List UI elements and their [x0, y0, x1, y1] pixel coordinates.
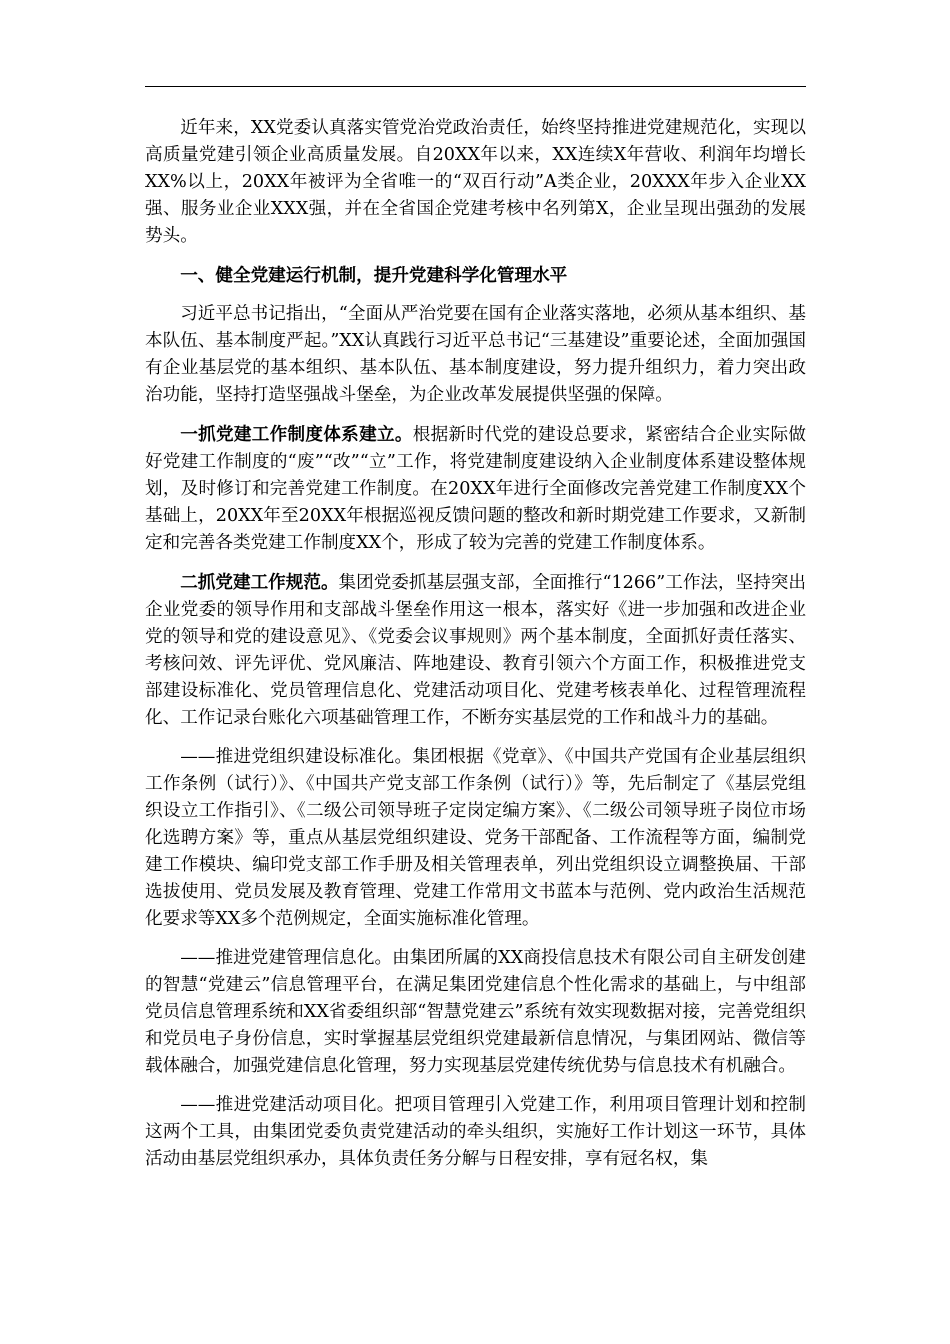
section-paragraph: 习近平总书记指出，“全面从严治党要在国有企业落实落地，必须从基本组织、基本队伍、基本制度严起。”XX认真践行习近平总书记“三基建设”重要论述，全面加强国有企业基层党的基本组织、基本队伍、基本制度建设，努力提升组织力，着力突出政治功能，坚持打造坚强战斗堡垒，为企业改革发展提供坚强的保障。	[145, 304, 806, 405]
intro-paragraph: 近年来，XX党委认真落实管党治党政治责任，始终坚持推进党建规范化，实现以高质量党建引领企业高质量发展。自20XX年以来，XX连续X年营收、利润年均增长XX%以上，20XX年被评为全省唯一的“双百行动”A类企业，20XXX年步入企业XX强、服务业企业XXX强，并在全省国企党建考核中名列第X，企业呈现出强劲的发展势头。	[145, 118, 806, 246]
list-item: ——推进党建活动项目化。把项目管理引入党建工作，利用项目管理计划和控制这两个工具，由集团党委负责党建活动的牵头组织，实施好工作计划这一环节，具体活动由基层党组织承办，具体负责任务分解与日程安排，享有冠名权，集	[145, 1095, 806, 1169]
point-text: 根据新时代党的建设总要求，紧密结合企业实际做好党建工作制度的“废”“改”“立”工作，将党建制度建设纳入企业制度体系建设整体规划，及时修订和完善党建工作制度。在20XX年进行全面修改完善党建工作制度XX个基础上，20XX年至20XX年根据巡视反馈问题的整改和新时期党建工作要求，又新制定和完善各类党建工作制度XX个，形成了较为完善的党建工作制度体系。	[145, 425, 806, 553]
list-item: ——推进党组织建设标准化。集团根据《党章》、《中国共产党国有企业基层组织工作条例（试行）》、《中国共产党支部工作条例（试行）》等，先后制定了《基层党组织设立工作指引》、《二级公司领导班子定岗定编方案》、《二级公司领导班子岗位市场化选聘方案》等，重点从基层党组织建设、党务干部配备、工作流程等方面，编制党建工作模块、编印党支部工作手册及相关管理表单，列出党组织设立调整换届、干部选拔使用、党员发展及教育管理、党建工作常用文书蓝本与范例、党内政治生活规范化要求等XX多个范例规定，全面实施标准化管理。	[145, 747, 806, 929]
list-item: ——推进党建管理信息化。由集团所属的XX商投信息技术有限公司自主研发创建的智慧“党建云”信息管理平台，在满足集团党建信息个性化需求的基础上，与中组部党员信息管理系统和XX省委组织部“智慧党建云”系统有效实现数据对接，完善党组织和党员电子身份信息，实时掌握基层党组织党建最新信息情况，与集团网站、微信等载体融合，加强党建信息化管理，努力实现基层党建传统优势与信息技术有机融合。	[145, 948, 806, 1076]
section-heading: 一、健全党建运行机制，提升党建科学化管理水平	[180, 265, 568, 286]
point-text: 集团党委抓基层强支部，全面推行“1266”工作法，坚持突出企业党委的领导作用和支部战斗堡垒作用这一根本，落实好《进一步加强和改进企业党的领导和党的建设意见》、《党委会议事规则》两个基本制度，全面抓好责任落实、考核问效、评先评优、党风廉洁、阵地建设、教育引领六个方面工作，积极推进党支部建设标准化、党员管理信息化、党建活动项目化、党建考核表单化、过程管理流程化、工作记录台账化六项基础管理工作，不断夯实基层党的工作和战斗力的基础。	[145, 573, 806, 728]
point-lead: 一抓党建工作制度体系建立。	[180, 424, 413, 445]
point-paragraph	[145, 421, 806, 557]
document-body	[145, 115, 806, 1185]
point-lead: 二抓党建工作规范。	[180, 572, 339, 593]
point-paragraph	[145, 569, 806, 732]
header-rule	[145, 86, 806, 87]
